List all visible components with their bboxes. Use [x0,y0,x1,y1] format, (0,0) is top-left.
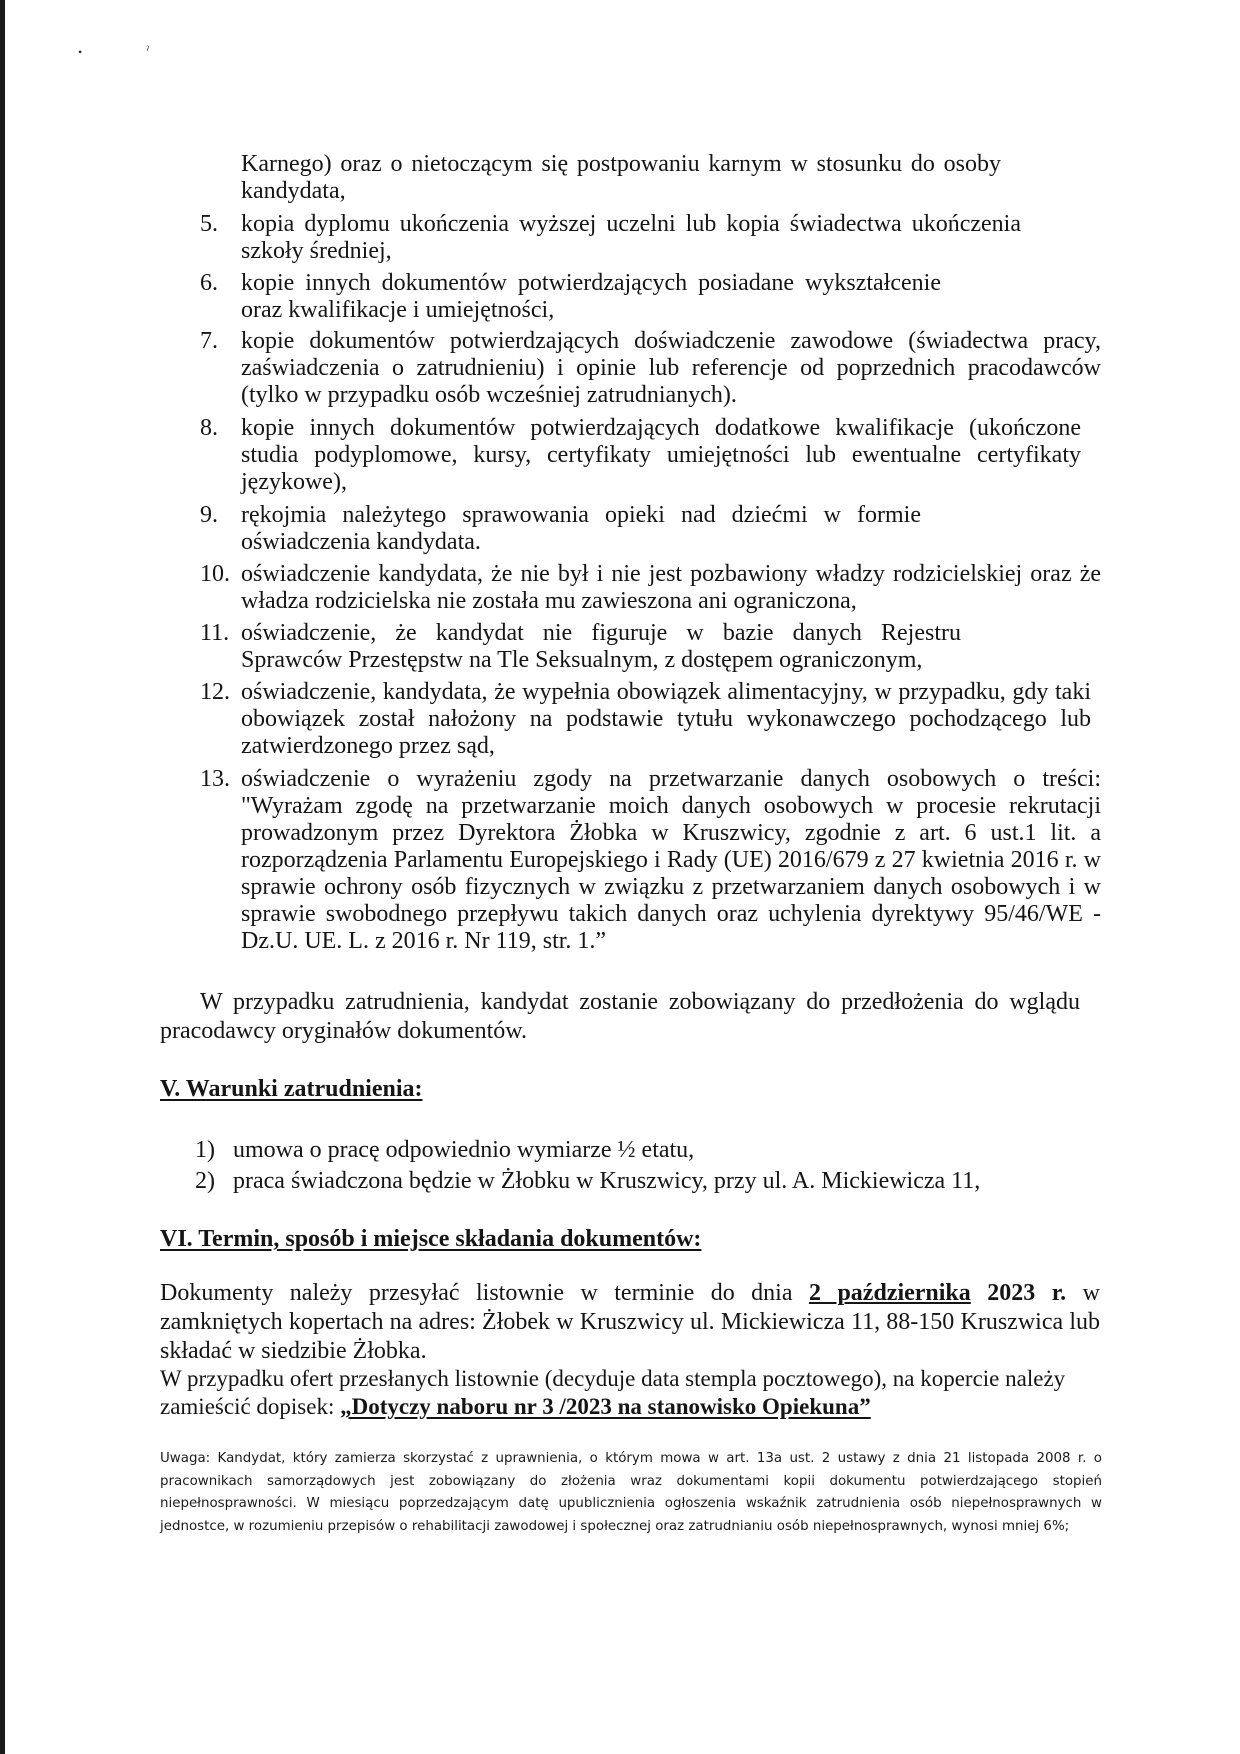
submission-address-text: w zamkniętych kopertach na adres: Żłobek w Kruszwicy ul. Mickiewicza 11, 88-150 Kruszwica lub składać w siedzibie Żłobka. [160,1280,1100,1364]
list-item-12 [200,679,1091,760]
list-item-7 [200,328,1101,409]
footnote-disability-notice: Uwaga: Kandydat, który zamierza skorzystać z uprawnienia, o którym mowa w art. 13a ust. 2 ustawy z dnia 21 listopada 2008 r. o pracownikach samorządowych jest zobowiązany do złożenia wraz dokumentami kopii dokumentu potwierdzającego stopień niepełnosprawności. W miesiącu poprzedzającym datę upublicznienia ogłoszenia wskaźnik zatrudnienia osób niepełnosprawnych w jednostce, w rozumieniu przepisów o rehabilitacji zawodowej i społecznej oraz zatrudnianiu osób niepełnosprawnych, wynosi mniej 6%; [160,1451,1102,1534]
list-item-text: kopia dyplomu ukończenia wyższej uczelni lub kopia świadectwa ukończenia szkoły średniej, [241,211,1021,264]
list-item-11 [200,620,961,674]
scan-speck: • [78,45,83,59]
list-item-number: 11. [200,620,230,646]
list-item-number: 5. [200,211,218,237]
envelope-note-paragraph [160,1365,1100,1421]
condition-text: praca świadczona będzie w Żłobku w Kruszwicy, przy ul. A. Mickiewicza 11, [233,1168,981,1194]
list-item-text: oświadczenie, że kandydat nie figuruje w bazie danych Rejestru Sprawców Przestępstw na Tle Seksualnym, z dostępem ograniczonym, [241,620,961,673]
list-item-13 [200,766,1101,955]
list-item-number: 9. [200,502,218,528]
list-item-text: oświadczenie kandydata, że nie był i nie jest pozbawiony władzy rodzicielskiej oraz że władza rodzicielska nie została mu zawieszona ani ograniczona, [241,561,1101,614]
list-item-text: oświadczenie o wyrażeniu zgody na przetwarzanie danych osobowych o treści: "Wyrażam zgodę na przetwarzanie moich danych osobowych w procesie rekrutacji prowadzonym przez Dyrektora Żłobka w Kruszwicy, zgodnie z art. 6 ust.1 lit. a rozporządzenia Parlamentu Europejskiego i Rady (UE) 2016/679 z 27 kwietnia 2016 r. w sprawie ochrony osób fizycznych w związku z przetwarzaniem danych osobowych i w sprawie swobodnego przepływu takich danych oraz uchylenia dyrektywy 95/46/WE - Dz.U. UE. L. z 2016 r. Nr 119, str. 1.” [241,766,1101,954]
list-item-6 [200,270,941,324]
list-item-10 [200,561,1101,615]
submission-paragraph [160,1279,1100,1366]
originals-note: W przypadku zatrudnienia, kandydat zostanie zobowiązany do przedłożenia do wglądu pracodawcy oryginałów dokumentów. [160,989,1080,1044]
envelope-note-text: W przypadku ofert przesłanych listownie (decyduje data stempla pocztowego), na kopercie należy zamieścić dopisek: [160,1366,1066,1419]
section-heading-employment-conditions: V. Warunki zatrudnienia: [160,1076,423,1102]
list-item-text: Karnego) oraz o nietoczącym się postpowaniu karnym w stosunku do osoby kandydata, [241,151,1001,204]
deadline-year: 2023 r. [970,1280,1067,1306]
list-item-text: kopie innych dokumentów potwierdzających posiadane wykształcenie oraz kwalifikacje i umiejętności, [241,270,941,323]
list-item-number: 6. [200,270,218,296]
list-item-number: 12. [200,679,230,705]
condition-item-2 [195,1167,980,1196]
deadline-date [809,1280,1066,1306]
deadline-day: 2 października [808,1280,971,1306]
list-item-text: kopie innych dokumentów potwierdzających dodatkowe kwalifikacje (ukończone studia podyplomowe, kursy, certyfikaty umiejętności lub ewentualne certyfikaty językowe), [241,415,1081,495]
submission-text: Dokumenty należy przesyłać listownie w terminie do dnia [160,1280,809,1306]
list-item-9 [200,502,921,556]
list-item-8 [200,415,1081,496]
list-item-number: 10. [200,561,230,587]
list-item-number: 8. [200,415,218,441]
condition-number: 1) [195,1137,215,1163]
list-item-number: 13. [200,766,230,792]
section-heading-submission: VI. Termin, sposób i miejsce składania dokumentów: [160,1226,702,1252]
condition-item-1 [195,1136,694,1165]
condition-number: 2) [195,1168,215,1194]
scan-edge-shadow [0,0,5,1754]
list-item-text: kopie dokumentów potwierdzających doświadczenie zawodowe (świadectwa pracy, zaświadczenia o zatrudnieniu) i opinie lub referencje od poprzednich pracodawców (tylko w przypadku osób wcześniej zatrudnianych). [241,328,1101,408]
list-item-4-continuation [241,151,1001,205]
list-item-text: oświadczenie, kandydata, że wypełnia obowiązek alimentacyjny, w przypadku, gdy taki obowiązek został nałożony na podstawie tytułu wykonawczego pochodzącego lub zatwierdzonego przez sąd, [241,679,1091,759]
envelope-caption: „Dotyczy naboru nr 3 /2023 na stanowisko Opiekuna” [340,1394,871,1419]
list-item-number: 7. [200,328,218,354]
scan-speck: ˀ [146,43,149,57]
list-item-text: rękojmia należytego sprawowania opieki nad dziećmi w formie oświadczenia kandydata. [241,502,921,555]
condition-text: umowa o pracę odpowiednio wymiarze ½ etatu, [233,1137,695,1163]
list-item-5 [200,211,1021,265]
